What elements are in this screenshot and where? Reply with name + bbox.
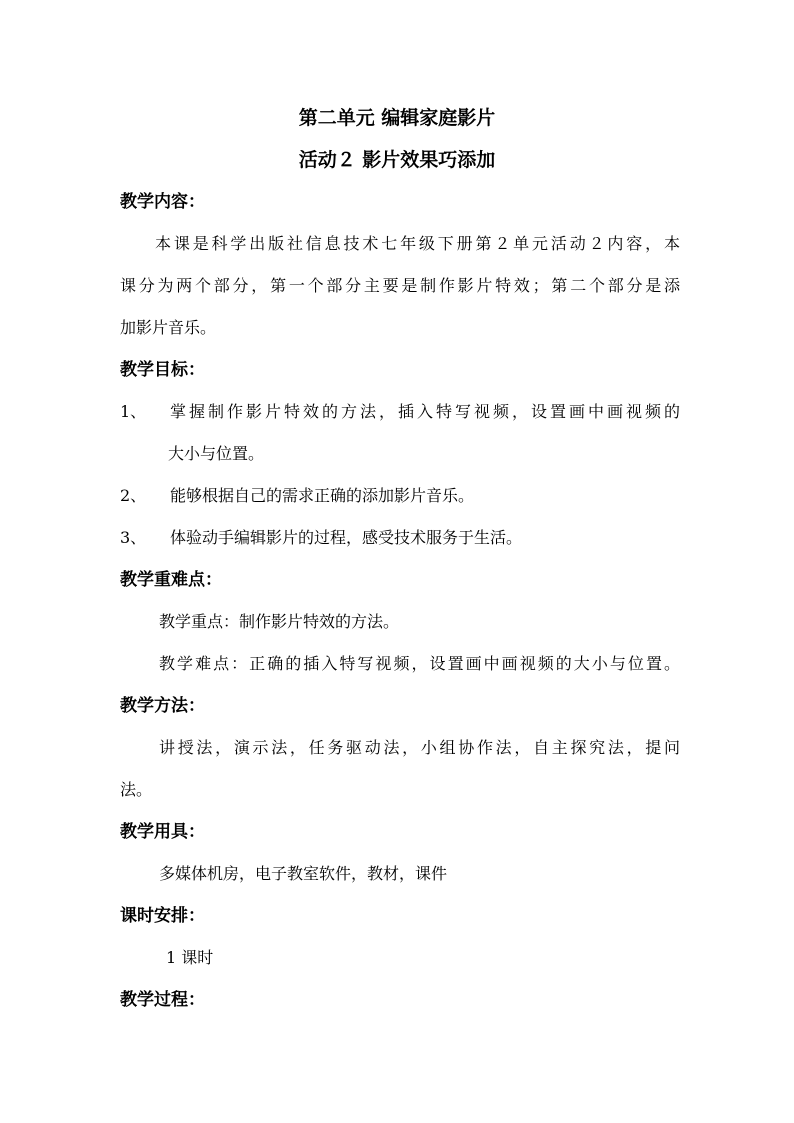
schedule-heading: 课时安排： — [120, 906, 205, 926]
unit-title: 第二单元 编辑家庭影片 — [298, 107, 496, 129]
objective-text-1-cont: 大小与位置。 — [168, 444, 265, 463]
methods-heading: 教学方法： — [120, 696, 205, 716]
process-heading: 教学过程： — [120, 990, 205, 1010]
methods-line-2: 法。 — [120, 780, 153, 799]
tools-heading: 教学用具： — [120, 822, 205, 842]
key-points-heading: 教学重难点： — [120, 570, 222, 590]
content-line-1: 本课是科学出版社信息技术七年级下册第２单元活动２内容，本 — [155, 234, 680, 253]
objective-text-3: 体验动手编辑影片的过程，感受技术服务于生活。 — [170, 528, 523, 547]
objective-text-1: 掌握制作影片特效的方法，插入特写视频，设置画中画视频的 — [170, 402, 680, 421]
tools-text: 多媒体机房，电子教室软件，教材，课件 — [159, 864, 448, 883]
content-line-3: 加影片音乐。 — [120, 318, 217, 337]
content-line-2: 课分为两个部分，第一个部分主要是制作影片特效；第二个部分是添 — [120, 276, 680, 295]
content-heading: 教学内容： — [120, 192, 205, 212]
key-difficulty: 教学难点：正确的插入特写视频，设置画中画视频的大小与位置。 — [159, 654, 680, 673]
key-focus: 教学重点：制作影片特效的方法。 — [159, 612, 400, 631]
objective-number-3: 3、 — [120, 528, 147, 547]
objective-number-1: 1、 — [120, 402, 147, 421]
methods-line-1: 讲授法，演示法，任务驱动法，小组协作法，自主探究法，提问 — [159, 738, 680, 757]
objective-text-2: 能够根据自己的需求正确的添加影片音乐。 — [170, 486, 475, 505]
objectives-heading: 教学目标： — [120, 360, 205, 380]
objective-number-2: 2、 — [120, 486, 147, 505]
activity-title: 活动２ 影片效果巧添加 — [298, 149, 496, 171]
schedule-text: 1 课时 — [166, 948, 214, 967]
